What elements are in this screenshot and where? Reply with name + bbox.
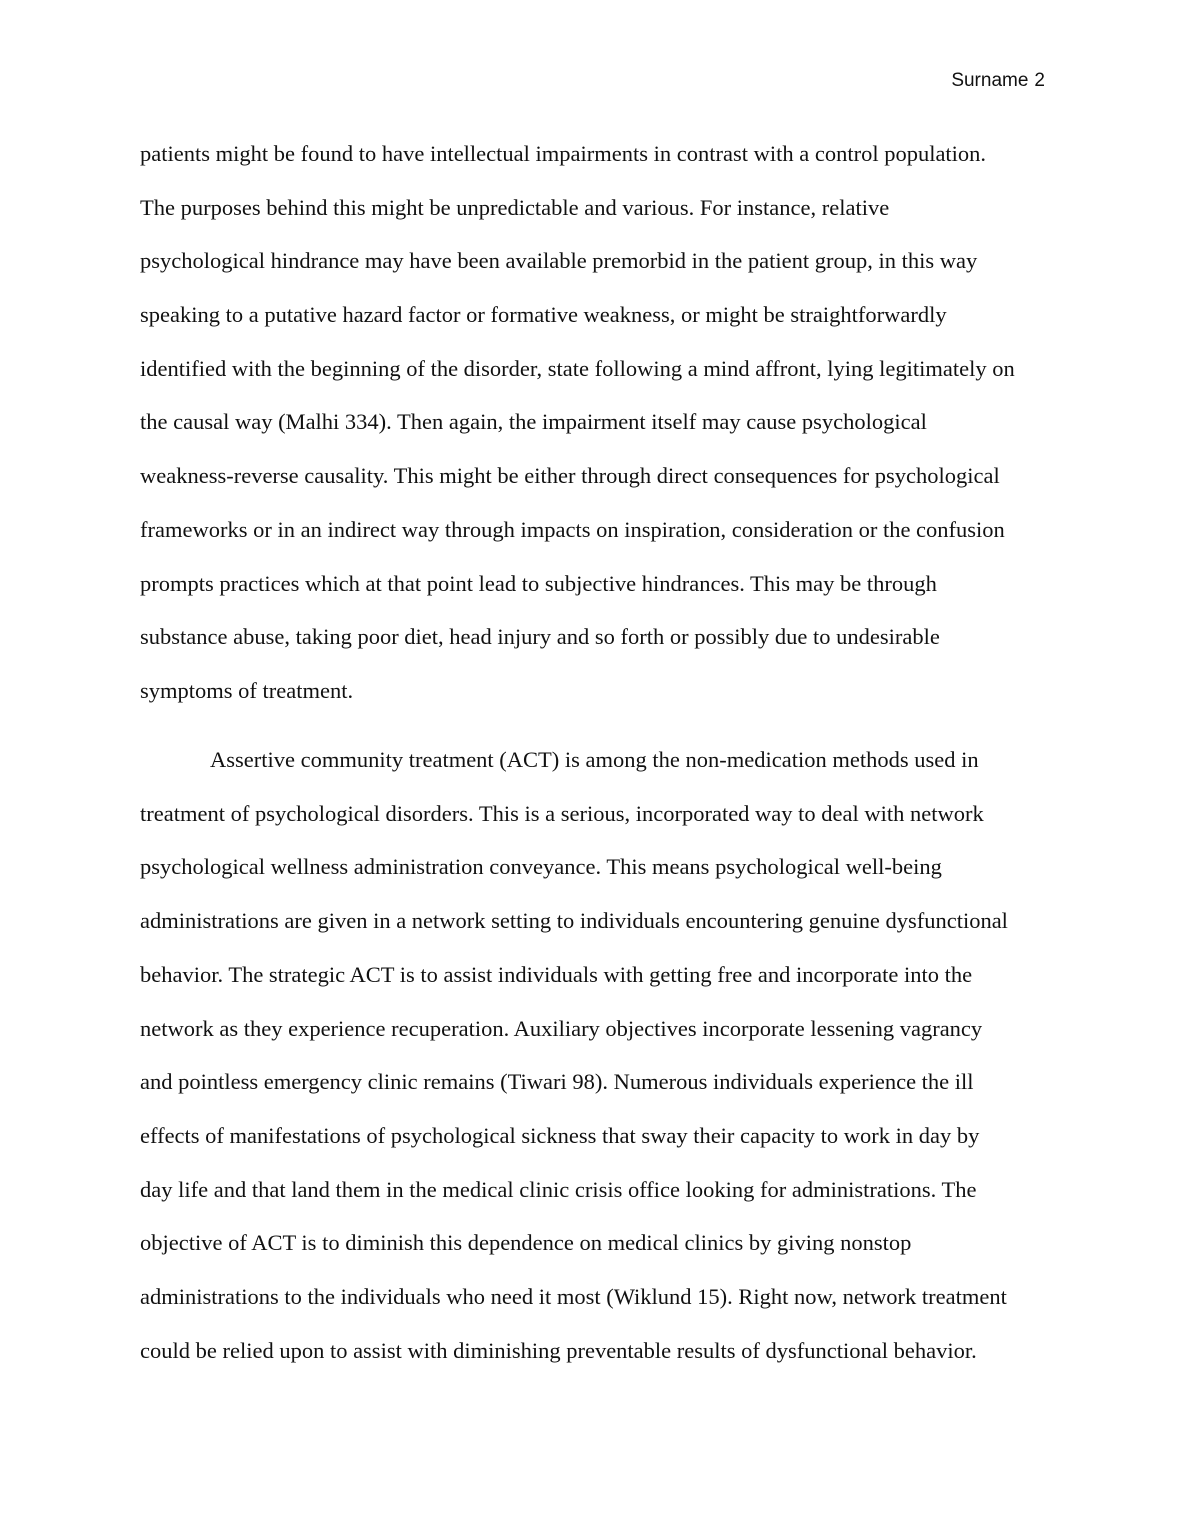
text-line: psychological wellness administration conveyance. This means psychological well-being (140, 854, 942, 880)
text-line: administrations to the individuals who need it most (Wiklund 15). Right now, network treatment (140, 1283, 1007, 1309)
text-line: symptoms of treatment. (140, 677, 354, 703)
text-line: objective of ACT is to diminish this dependence on medical clinics by giving nonstop (140, 1230, 912, 1256)
text-line: patients might be found to have intellectual impairments in contrast with a control population. (140, 141, 987, 166)
text-line: Assertive community treatment (ACT) is among the non-medication methods used in (210, 747, 979, 773)
text-line: treatment of psychological disorders. This is a serious, incorporated way to deal with network (140, 800, 984, 826)
text-line: identified with the beginning of the disorder, state following a mind affront, lying legitimately on (140, 355, 1015, 381)
page-header (951, 70, 1045, 92)
text-line: substance abuse, taking poor diet, head injury and so forth or possibly due to undesirable (140, 624, 940, 650)
text-line: day life and that land them in the medical clinic crisis office looking for administrations. The (140, 1176, 977, 1202)
running-head: Surname (951, 70, 1029, 91)
text-line: administrations are given in a network setting to individuals encountering genuine dysfunctional (140, 908, 1008, 934)
text-line: frameworks or in an indirect way through impacts on inspiration, consideration or the confusion (140, 516, 1005, 542)
text-line: The purposes behind this might be unpredictable and various. For instance, relative (140, 194, 890, 220)
paragraph (140, 127, 1052, 718)
text-line: psychological hindrance may have been available premorbid in the patient group, in this way (140, 248, 978, 274)
text-line: the causal way (Malhi 334). Then again, the impairment itself may cause psychological (140, 409, 927, 435)
page-number: 2 (1034, 70, 1045, 91)
paragraph (140, 733, 1052, 1377)
text-line: speaking to a putative hazard factor or formative weakness, or might be straightforwardly (140, 302, 947, 328)
text-line: weakness-reverse causality. This might be either through direct consequences for psychological (140, 463, 1000, 489)
text-line: network as they experience recuperation. Auxiliary objectives incorporate lessening vagrancy (140, 1015, 983, 1041)
text-line: prompts practices which at that point lead to subjective hindrances. This may be through (140, 570, 937, 596)
body-text (140, 127, 1052, 1377)
text-line: effects of manifestations of psychological sickness that sway their capacity to work in day by (140, 1122, 980, 1148)
text-line: behavior. The strategic ACT is to assist individuals with getting free and incorporate into the (140, 961, 973, 987)
text-line: and pointless emergency clinic remains (Tiwari 98). Numerous individuals experience the ill (140, 1069, 974, 1095)
text-line: could be relied upon to assist with diminishing preventable results of dysfunctional behavior. (140, 1337, 977, 1363)
paragraph-spacing (140, 718, 1052, 734)
